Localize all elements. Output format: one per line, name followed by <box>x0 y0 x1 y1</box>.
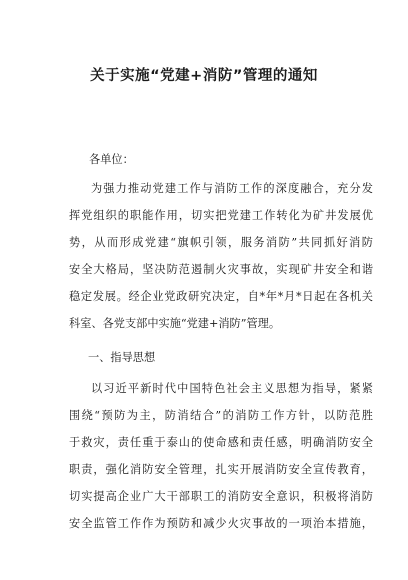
paragraph-line: 安全大格局，坚决防范遏制火灾事故，实现矿井安全和谐 <box>69 263 373 276</box>
document-title: 关于实施“党建+消防”管理的通知 <box>90 68 318 84</box>
salutation: 各单位： <box>89 153 134 166</box>
paragraph-line: 势，从而形成党建“旗帜引领，服务消防”共同抓好消防 <box>69 236 373 249</box>
paragraph-line: 安全监管工作作为预防和减少火灾事故的一项治本措施， <box>69 517 373 530</box>
section-heading-guiding-ideology: 一、指导思想 <box>88 351 156 364</box>
paragraph-intro <box>69 175 373 337</box>
paragraph-line: 科室、各党支部中实施“党建+消防”管理。 <box>69 317 281 330</box>
paragraph-line: 围绕“预防为主，防消结合”的消防工作方针，以防范胜 <box>69 409 373 422</box>
paragraph-line: 挥党组织的职能作用，切实把党建工作转化为矿井发展优 <box>69 209 373 222</box>
paragraph-line: 以习近平新时代中国特色社会主义思想为指导，紧紧 <box>91 382 373 395</box>
paragraph-line: 职责，强化消防安全管理，扎实开展消防安全宣传教育， <box>69 463 373 476</box>
paragraph-guiding-ideology <box>69 375 373 537</box>
paragraph-line: 为强力推动党建工作与消防工作的深度融合，充分发 <box>91 182 373 195</box>
paragraph-line: 切实提高企业广大干部职工的消防安全意识，积极将消防 <box>69 490 373 503</box>
paragraph-line: 于救灾，责任重于泰山的使命感和责任感，明确消防安全 <box>69 436 373 449</box>
paragraph-line: 稳定发展。经企业党政研究决定，自*年*月*日起在各机关 <box>69 290 373 303</box>
